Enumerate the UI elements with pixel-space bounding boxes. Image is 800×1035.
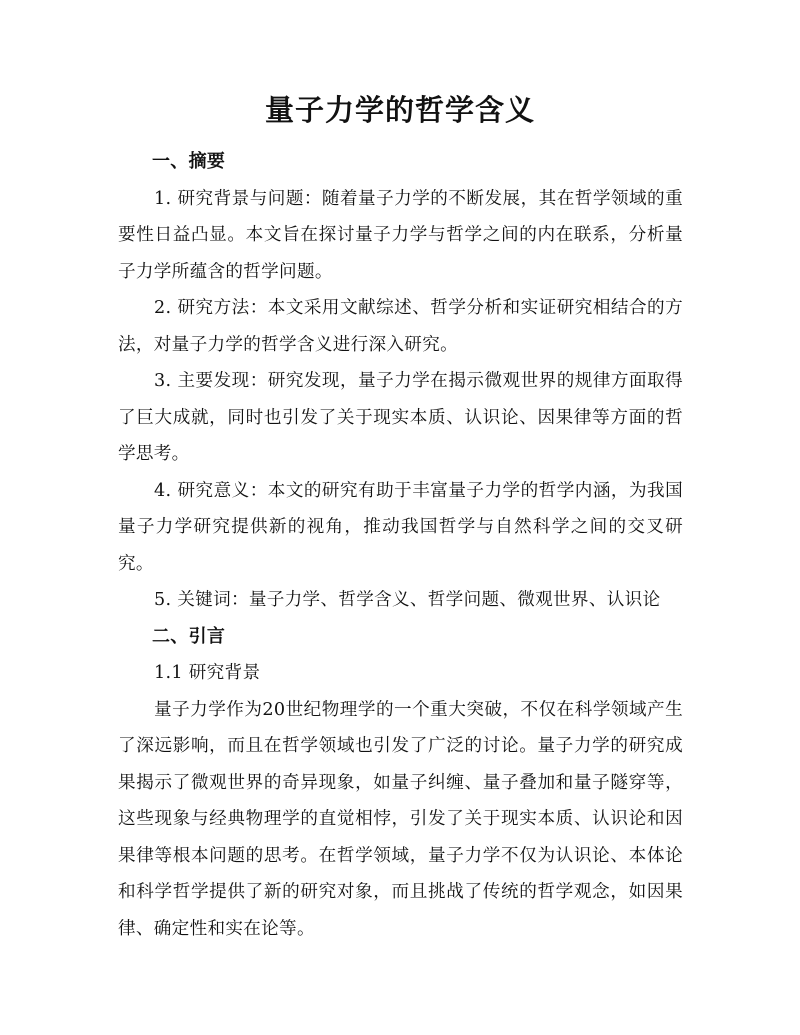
document-title: 量子力学的哲学含义: [264, 93, 535, 127]
abstract-item-significance: 4. 研究意义：本文的研究有助于丰富量子力学的哲学内涵，为我国量子力学研究提供新的视角，推动我国哲学与自然科学之间的交叉研究。: [118, 480, 683, 574]
abstract-item-findings: 3. 主要发现：研究发现，量子力学在揭示微观世界的规律方面取得了巨大成就，同时也引发了关于现实本质、认识论、因果律等方面的哲学思考。: [118, 371, 683, 464]
intro-heading: 二、引言: [152, 625, 226, 647]
abstract-heading: 一、摘要: [152, 151, 226, 172]
abstract-item-method: 2. 研究方法：本文采用文献综述、哲学分析和实证研究相结合的方法，对量子力学的哲学含义进行深入研究。: [118, 298, 683, 355]
intro-paragraph: 量子力学作为20世纪物理学的一个重大突破，不仅在科学领域产生了深远影响，而且在哲学领域也引发了广泛的讨论。量子力学的研究成果揭示了微观世界的奇异现象，如量子纠缠、量子叠加和量子隧穿等，这些现象与经典物理学的直觉相悖，引发了关于现实本质、认识论和因果律等根本问题的思考。在哲学领域，量子力学不仅为认识论、本体论和科学哲学提供了新的研究对象，而且挑战了传统的哲学观念，如因果律、确定性和实在论等。: [118, 699, 683, 939]
abstract-item-keywords: 5. 关键词：量子力学、哲学含义、哲学问题、微观世界、认识论: [154, 590, 661, 610]
document-body: [118, 144, 683, 947]
intro-sub-heading: 1.1 研究背景: [154, 663, 261, 683]
abstract-item-background: 1. 研究背景与问题：随着量子力学的不断发展，其在哲学领域的重要性日益凸显。本文旨在探讨量子力学与哲学之间的内在联系，分析量子力学所蕴含的哲学问题。: [118, 188, 683, 282]
